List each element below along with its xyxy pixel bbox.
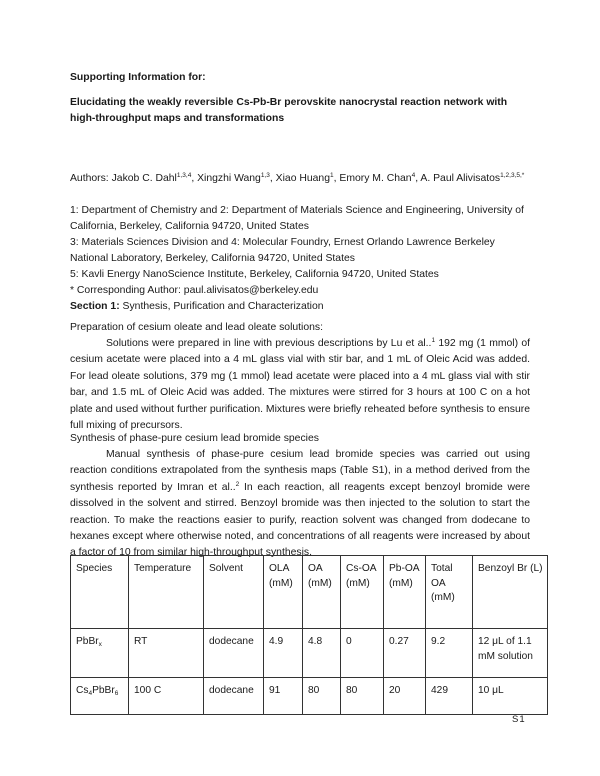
- table-cell: 4.8: [303, 629, 341, 678]
- author-5: A. Paul Alivisatos: [420, 173, 501, 184]
- col-total-oa: Total OA (mM): [426, 556, 473, 629]
- authors-label: Authors:: [70, 173, 112, 184]
- affiliation-2: 3: Materials Sciences Division and 4: Molecular Foundry, Ernest Orlando Lawrence Berkeley National Laboratory, Berkeley, California 94720, United States: [70, 237, 495, 265]
- col-species: Species: [71, 556, 129, 629]
- synth-text-2: In each reaction, all reagents except benzoyl bromide were dissolved in the solvent and stirred. Benzoyl bromide was then injected to the solution to start the reaction. To make the reactions easier to purify, reaction solvent was changed from dodecane to hexanes except where otherwise noted, and concentrations of all reagents were increased by about a factor of 10 from similar high-throughput synthesis.: [70, 481, 530, 559]
- author-2-affil: 1,3: [260, 172, 270, 179]
- author-3: Xiao Huang: [275, 173, 330, 184]
- col-cs-oa: Cs-OA (mM): [341, 556, 384, 629]
- prep-heading: Preparation of cesium oleate and lead oleate solutions:: [70, 322, 324, 333]
- synth-text-1: Manual synthesis of phase-pure cesium lead bromide species was carried out using reaction conditions extrapolated from the synthesis maps (Table S1), in a method derived from the synthesis reported by Imran et al..: [70, 449, 530, 493]
- species-subscript: 6: [114, 690, 119, 697]
- affiliation-1: 1: Department of Chemistry and 2: Department of Materials Science and Engineering, University of California, Berkeley, California 94720, United States: [70, 205, 524, 233]
- col-temperature: Temperature: [129, 556, 204, 629]
- species-part: Cs: [76, 685, 89, 696]
- table-row: [71, 678, 548, 715]
- author-1-affil: 1,3,4: [176, 172, 192, 179]
- synth-ref-2: 2: [235, 480, 240, 488]
- synthesis-paragraph: [70, 447, 530, 562]
- species-cell: [71, 629, 129, 678]
- prep-text-1: Solutions were prepared in line with previous descriptions by Lu et al..: [106, 338, 432, 349]
- species-part: PbBr: [92, 685, 115, 696]
- table-cell: dodecane: [204, 678, 264, 715]
- authors-line: Authors: Jakob C. Dahl$^{1,3,4}$, Xingzhi Wang$^{1,3}$, Xiao Huang$^1$, Emory M. Chan$^4$, A. Paul Alivisatos$^{1,2,3,5,*}$: [70, 172, 525, 184]
- table-cell: 80: [341, 678, 384, 715]
- author-1: Jakob C. Dahl: [111, 173, 177, 184]
- author-2: Xingzhi Wang: [197, 173, 261, 184]
- table-cell: 429: [426, 678, 473, 715]
- table-cell: 0.27: [384, 629, 426, 678]
- author-3-affil: 1: [329, 172, 334, 179]
- section-1-label: Section 1:: [70, 301, 120, 312]
- species-subscript: 4: [88, 690, 93, 697]
- prep-paragraph: [70, 336, 530, 434]
- prep-text-2: 192 mg (1 mmol) of cesium acetate were placed into a 4 mL glass vial with stir bar, and 1 mL of Oleic Acid was added. For lead oleate solutions, 379 mg (1 mmol) lead acetate were placed into a 4 mL glass vial with stir bar, and 1.5 mL of Oleic Acid was added. The mixtures were stirred for 3 hours at 100 C on a hot plate and used without further purification. Mixtures were briefly reheated before synthesis to ensure full mixing of precursors.: [70, 338, 531, 432]
- author-4-affil: 4: [411, 172, 416, 179]
- corresponding-author: * Corresponding Author: paul.alivisatos@berkeley.edu: [70, 285, 319, 296]
- table-cell: 4.9: [264, 629, 303, 678]
- col-pb-oa: Pb-OA (mM): [384, 556, 426, 629]
- prep-ref-1: 1: [431, 337, 436, 344]
- author-4: Emory M. Chan: [339, 173, 412, 184]
- species-base: PbBr: [76, 636, 99, 647]
- col-benzoyl-br: Benzoyl Br (L): [473, 556, 548, 629]
- col-solvent: Solvent: [204, 556, 264, 629]
- col-ola: OLA (mM): [264, 556, 303, 629]
- affiliation-3: 5: Kavli Energy NanoScience Institute, Berkeley, California 94720, United States: [70, 269, 439, 280]
- table-cell: 20: [384, 678, 426, 715]
- supporting-info-heading: Supporting Information for:: [70, 72, 206, 83]
- table-cell: 9.2: [426, 629, 473, 678]
- species-subscript: x: [98, 641, 102, 648]
- synthesis-heading: Synthesis of phase-pure cesium lead bromide species: [70, 433, 319, 444]
- table-cell: 80: [303, 678, 341, 715]
- table-cell: 10 μL: [473, 678, 548, 715]
- col-oa: OA (mM): [303, 556, 341, 629]
- table-cell: 12 μL of 1.1 mM solution: [473, 629, 548, 678]
- synthesis-conditions-table: [70, 555, 548, 715]
- table-cell: 91: [264, 678, 303, 715]
- paper-title: Elucidating the weakly reversible Cs-Pb-Br perovskite nanocrystal reaction network with high-throughput maps and transformations: [70, 97, 508, 124]
- page-number: S1: [512, 714, 526, 725]
- table-cell: RT: [129, 629, 204, 678]
- table-cell: 100 C: [129, 678, 204, 715]
- author-5-affil: 1,2,3,5,*: [500, 172, 525, 179]
- table-header-row: [71, 556, 548, 629]
- section-1-title: Synthesis, Purification and Characterization: [119, 301, 324, 312]
- species-cell: [71, 678, 129, 715]
- table-cell: dodecane: [204, 629, 264, 678]
- table-cell: 0: [341, 629, 384, 678]
- section-1-heading: [70, 299, 530, 315]
- table-row: [71, 629, 548, 678]
